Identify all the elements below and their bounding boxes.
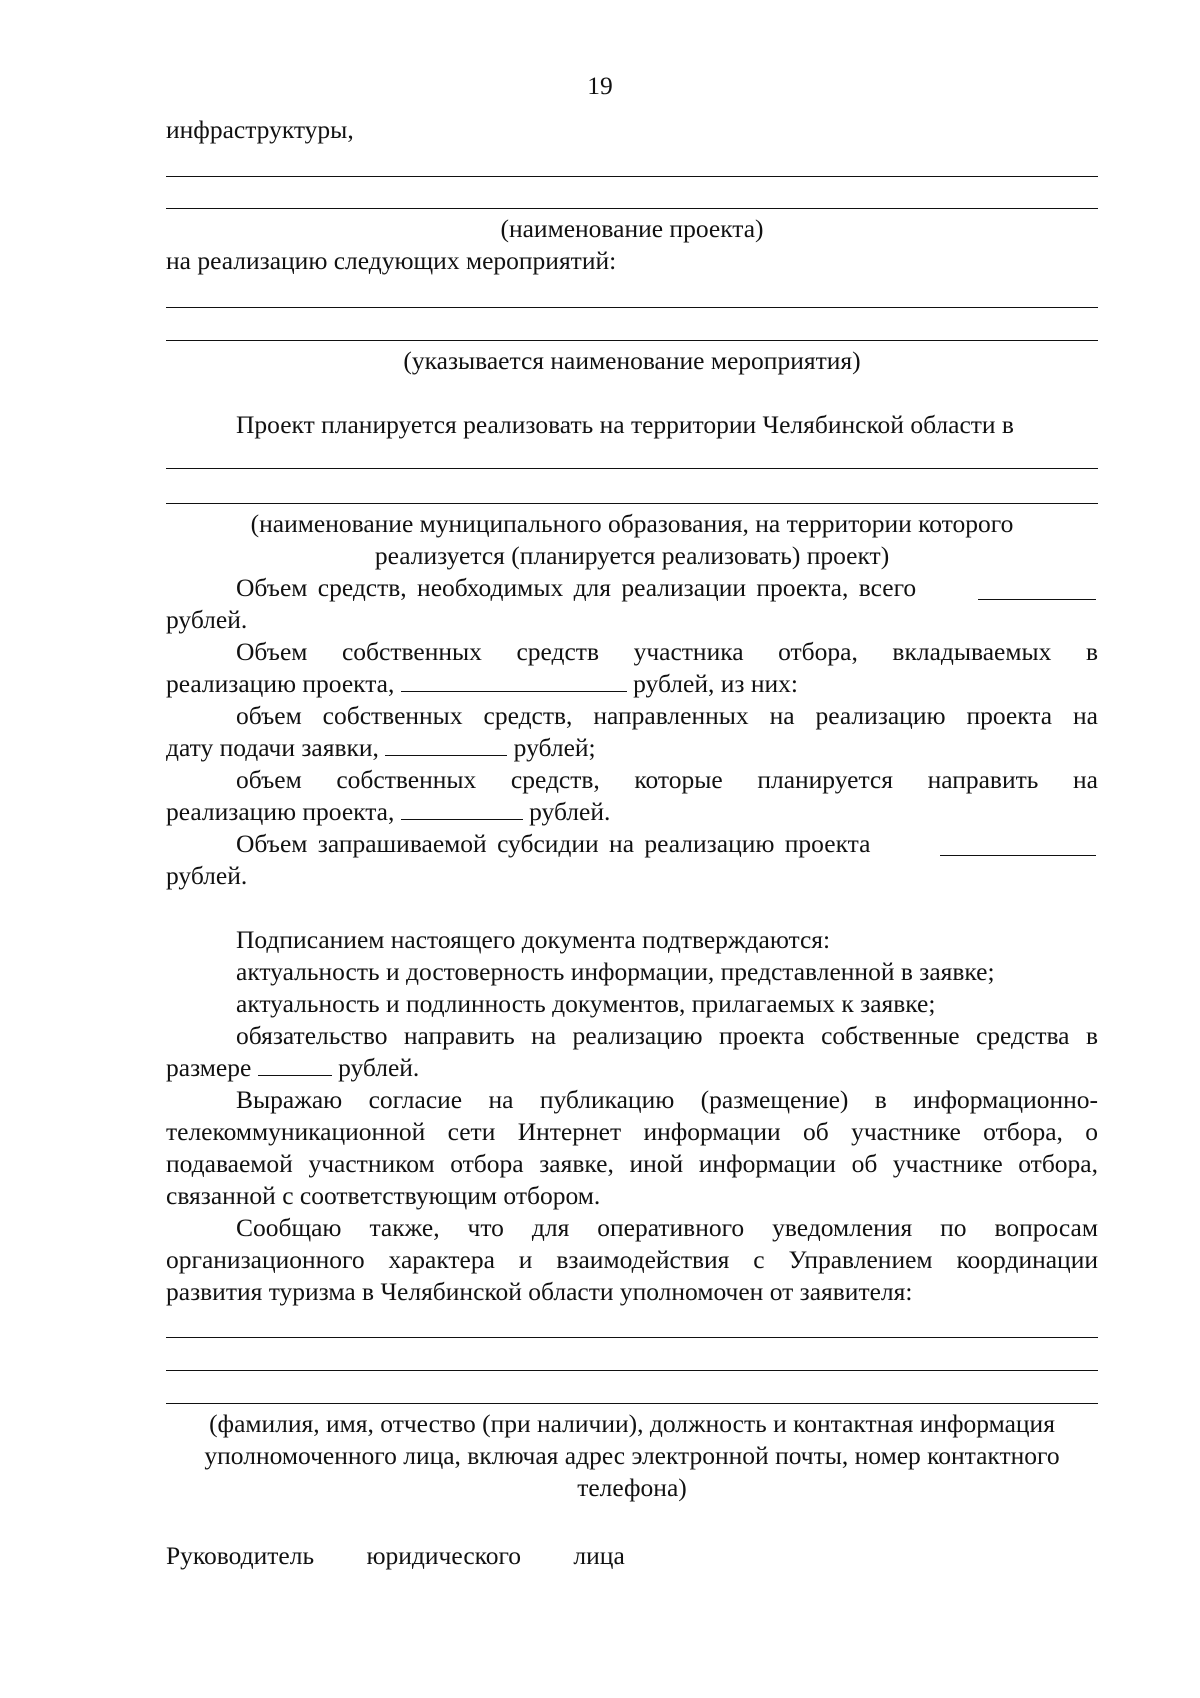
- funds-own-blank: [401, 690, 627, 692]
- funds-planned-blank: [401, 818, 523, 820]
- caption-contact-line-3: телефона): [577, 1473, 687, 1502]
- confirm-intro: Подписанием настоящего документа подтверждаются:: [236, 925, 831, 954]
- funds-sent-line-2: [166, 732, 596, 764]
- caption-event-name: (указывается наименование мероприятия): [403, 346, 861, 375]
- line-events-intro: на реализацию следующих мероприятий:: [166, 246, 617, 275]
- blank-line-municipality-2: [166, 503, 1098, 504]
- caption-municipality-line-2: реализуется (планируется реализовать) проект): [374, 541, 890, 570]
- funds-own-line-2: [166, 668, 798, 700]
- blank-line-contact-3: [166, 1403, 1098, 1404]
- confirm-item-2: актуальность и подлинность документов, прилагаемых к заявке;: [236, 989, 936, 1018]
- consent-line-1: Выражаю согласие на публикацию (размещение) в информационно-: [236, 1085, 1098, 1114]
- confirm-size-blank: [258, 1074, 332, 1076]
- funds-sent-text-b: рублей;: [513, 733, 596, 762]
- funds-total-line: [236, 572, 1098, 604]
- funds-sent-blank: [385, 754, 507, 756]
- consent-line-4: связанной с соответствующим отбором.: [166, 1181, 601, 1210]
- funds-planned-line-1: объем собственных средств, которые планируется направить на: [236, 765, 1098, 794]
- confirm-item-3-line-1: обязательство направить на реализацию проекта собственные средства в: [236, 1021, 1098, 1050]
- funds-own-text-b: рублей, из них:: [633, 669, 798, 698]
- funds-total-text: Объем средств, необходимых для реализации проекта, всего: [236, 573, 917, 602]
- blank-line-event-2: [166, 340, 1098, 341]
- consent-line-2: телекоммуникационной сети Интернет информации об участнике отбора, о: [166, 1117, 1098, 1146]
- blank-line-event-1: [166, 307, 1098, 308]
- contact-line-1: Сообщаю также, что для оперативного уведомления по вопросам: [236, 1213, 1098, 1242]
- line-territory: Проект планируется реализовать на территории Челябинской области в: [236, 410, 1014, 439]
- blank-line-contact-1: [166, 1337, 1098, 1338]
- funds-own-text-a: реализацию проекта,: [166, 669, 395, 698]
- funds-planned-text-a: реализацию проекта,: [166, 797, 395, 826]
- funds-subsidy-line-2: рублей.: [166, 861, 248, 890]
- funds-own-line-1: Объем собственных средств участника отбора, вкладываемых в: [236, 637, 1098, 666]
- contact-line-2: организационного характера и взаимодействия с Управлением координации: [166, 1245, 1098, 1274]
- caption-project-name: (наименование проекта): [500, 214, 764, 243]
- caption-municipality-line-1: (наименование муниципального образования, на территории которого: [250, 509, 1014, 538]
- funds-sent-text-a: дату подачи заявки,: [166, 733, 379, 762]
- confirm-rubles-text: рублей.: [338, 1053, 420, 1082]
- blank-line-municipality-1: [166, 468, 1098, 469]
- confirm-item-1: актуальность и достоверность информации, представленной в заявке;: [236, 957, 995, 986]
- funds-planned-line-2: [166, 796, 610, 828]
- funds-total-line-2: рублей.: [166, 605, 248, 634]
- page-number: 19: [587, 71, 613, 100]
- blank-line-contact-2: [166, 1370, 1098, 1371]
- funds-subsidy-line: [236, 828, 1098, 860]
- funds-sent-line-1: объем собственных средств, направленных на реализацию проекта на: [236, 701, 1098, 730]
- blank-line-project-2: [166, 208, 1098, 209]
- confirm-item-3-line-2: [166, 1052, 419, 1084]
- caption-contact-line-1: (фамилия, имя, отчество (при наличии), должность и контактная информация: [209, 1409, 1055, 1438]
- signature-line: Руководитель юридического лица: [166, 1541, 625, 1570]
- confirm-size-text: размере: [166, 1053, 252, 1082]
- funds-subsidy-blank: [940, 854, 1096, 856]
- blank-line-project-1: [166, 176, 1098, 177]
- contact-line-3: развития туризма в Челябинской области уполномочен от заявителя:: [166, 1277, 913, 1306]
- funds-planned-text-b: рублей.: [529, 797, 611, 826]
- consent-line-3: подаваемой участником отбора заявке, иной информации об участнике отбора,: [166, 1149, 1098, 1178]
- caption-contact-line-2: уполномоченного лица, включая адрес электронной почты, номер контактного: [204, 1441, 1060, 1470]
- funds-total-blank: [978, 598, 1096, 600]
- line-infrastructure: инфраструктуры,: [166, 115, 354, 144]
- funds-subsidy-text: Объем запрашиваемой субсидии на реализацию проекта: [236, 829, 871, 858]
